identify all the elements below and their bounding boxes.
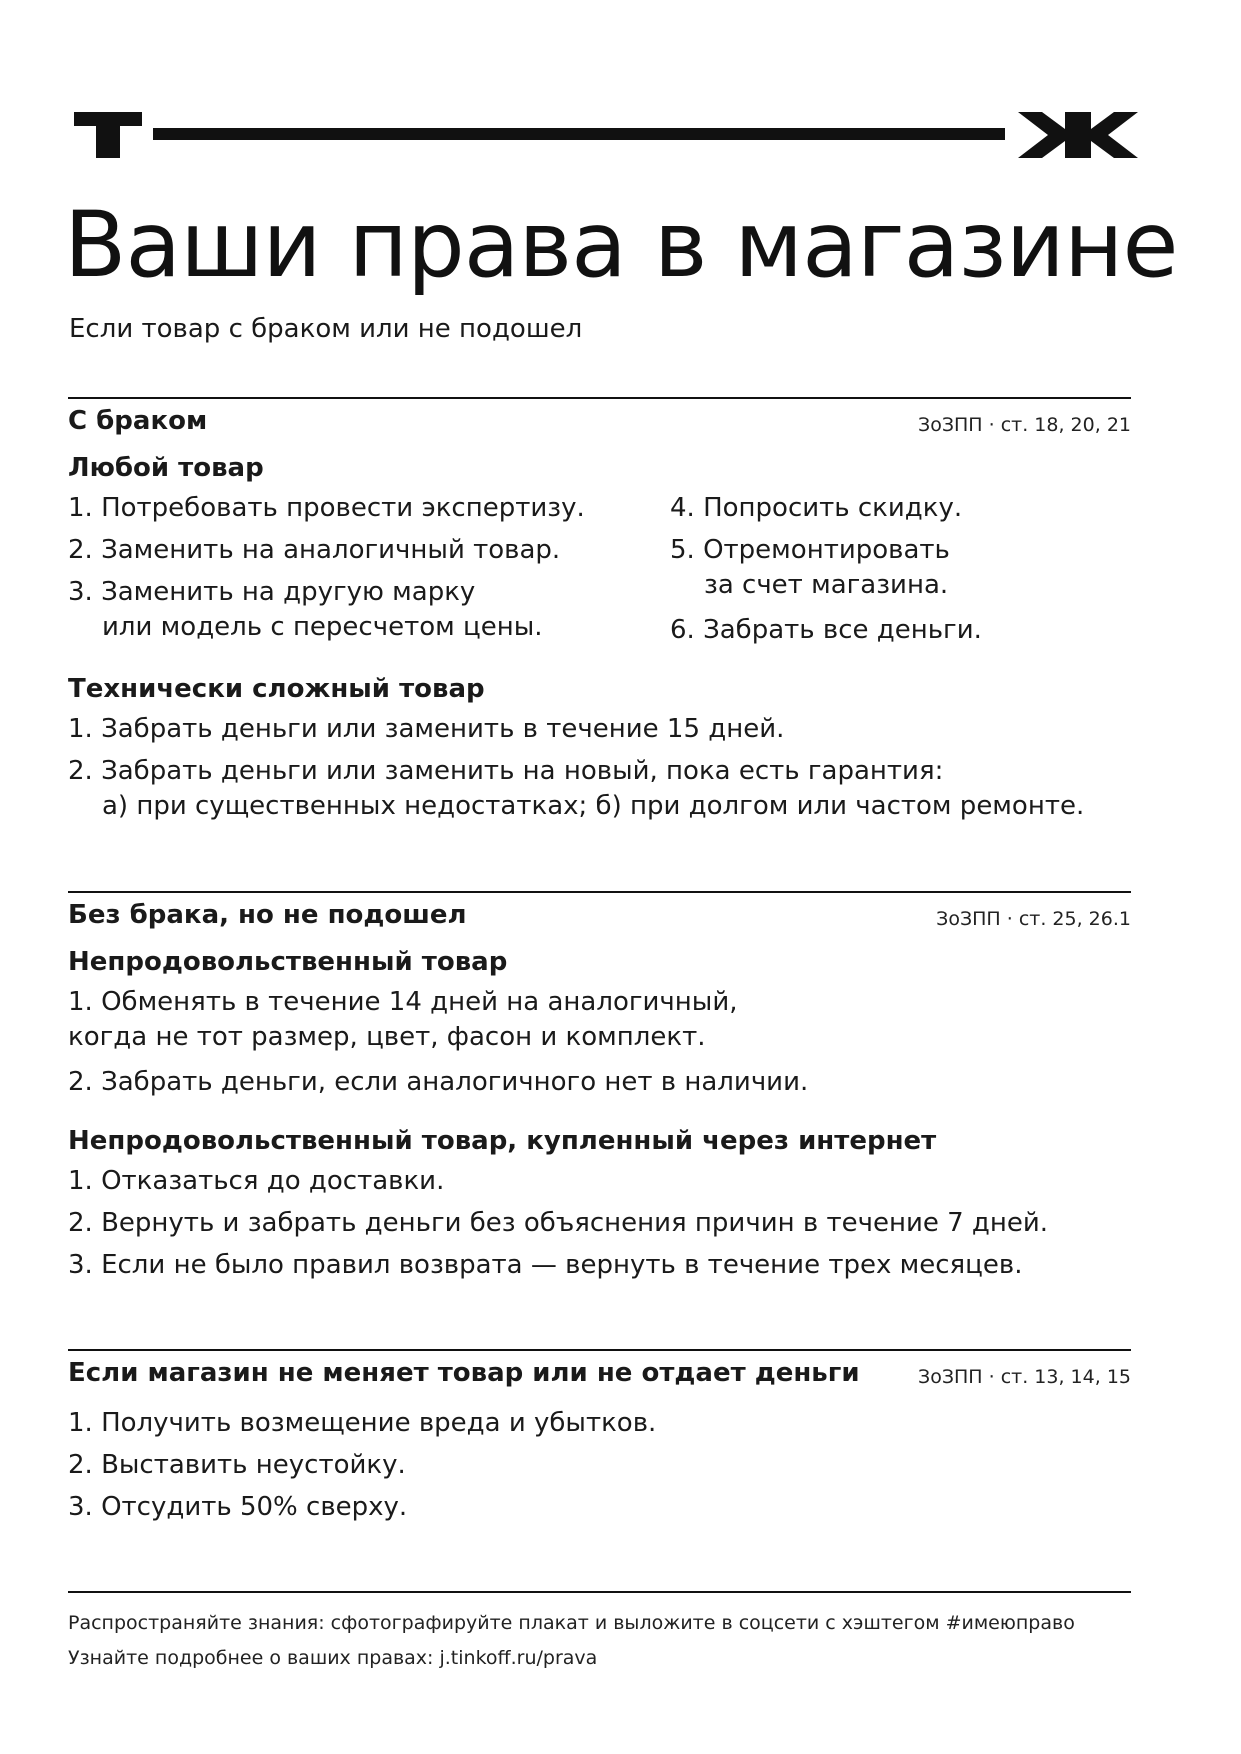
group-title-complex-goods: Технически сложный товар (68, 674, 485, 704)
list-item: 2. Заменить на аналогичный товар. (68, 535, 561, 565)
section-law-ref: ЗоЗПП · ст. 18, 20, 21 (918, 414, 1131, 436)
list-item: 6. Забрать все деньги. (670, 615, 982, 645)
list-item: 1. Получить возмещение вреда и убытков. (68, 1408, 657, 1438)
list-item: 2. Забрать деньги, если аналогичного нет в наличии. (68, 1067, 809, 1097)
list-item: 1. Обменять в течение 14 дней на аналогичный, когда не тот размер, цвет, фасон и комплект. (68, 987, 738, 1052)
list-item: 2. Выставить неустойку. (68, 1450, 406, 1480)
page-title: Ваши права в магазине (64, 193, 1178, 298)
section-divider (68, 397, 1131, 399)
list-item: 2. Забрать деньги или заменить на новый, пока есть гарантия: а) при существенных недостатках; б) при долгом или частом ремонте. (68, 756, 1085, 821)
section-title-refusal: Если магазин не меняет товар или не отдает деньги (68, 1358, 860, 1388)
group-title-online: Непродовольственный товар, купленный через интернет (68, 1126, 937, 1156)
list-item: 3. Заменить на другую марку или модель с пересчетом цены. (68, 577, 543, 642)
group-title-any-goods: Любой товар (68, 453, 264, 483)
section-law-ref: ЗоЗПП · ст. 25, 26.1 (936, 908, 1131, 930)
section-divider (68, 891, 1131, 893)
list-item: 2. Вернуть и забрать деньги без объяснения причин в течение 7 дней. (68, 1208, 1049, 1238)
list-item: 5. Отремонтировать за счет магазина. (670, 535, 950, 600)
section-divider (68, 1349, 1131, 1351)
list-item: 3. Если не было правил возврата — вернуть в течение трех месяцев. (68, 1250, 1023, 1280)
list-item: 1. Отказаться до доставки. (68, 1166, 445, 1196)
logo-zh-letter (1018, 112, 1138, 158)
list-item: 1. Забрать деньги или заменить в течение 15 дней. (68, 714, 785, 744)
footer-share-text: Распространяйте знания: сфотографируйте плакат и выложите в соцсети с хэштегом #имеюправо (68, 1612, 1075, 1634)
list-item: 1. Потребовать провести экспертизу. (68, 493, 585, 523)
group-title-non-food: Непродовольственный товар (68, 947, 508, 977)
section-law-ref: ЗоЗПП · ст. 13, 14, 15 (918, 1366, 1131, 1388)
section-title-no-defect: Без брака, но не подошел (68, 900, 467, 930)
page-subtitle: Если товар с браком или не подошел (69, 314, 583, 344)
list-item: 4. Попросить скидку. (670, 493, 963, 523)
footer-link-text: Узнайте подробнее о ваших правах: j.tinkoff.ru/prava (68, 1647, 598, 1669)
logo-dash-line (153, 128, 1005, 140)
list-item: 3. Отсудить 50% сверху. (68, 1492, 408, 1522)
footer-divider (68, 1591, 1131, 1593)
section-title-defect: С браком (68, 406, 208, 436)
logo-t-letter (74, 112, 142, 158)
